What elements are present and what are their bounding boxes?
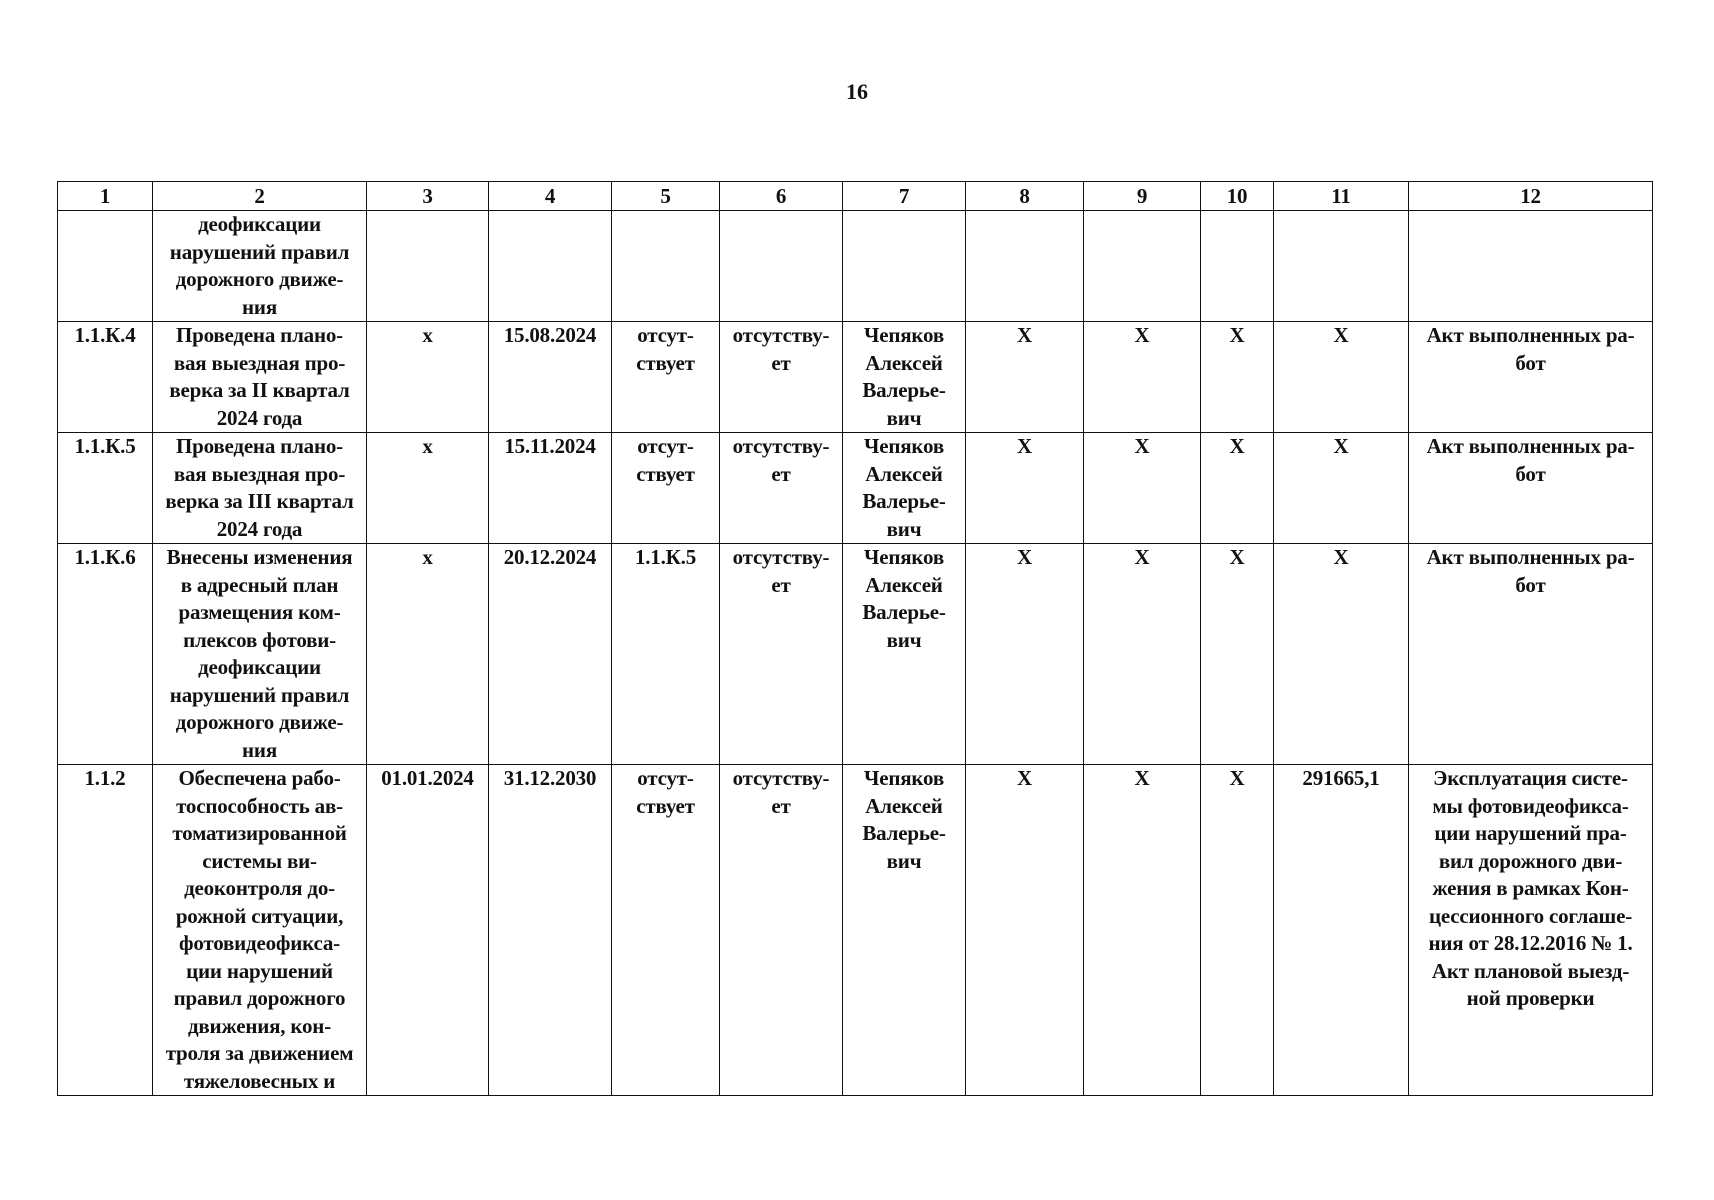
- cell-col-11: 291665,1: [1274, 765, 1409, 1096]
- table-row: [58, 322, 1653, 433]
- cell-col-2: Проведена плано- вая выездная про- верка за III квартал 2024 года: [153, 433, 367, 544]
- table-row: [58, 765, 1653, 1096]
- cell-col-9: X: [1084, 433, 1201, 544]
- cell-col-3: [367, 211, 489, 322]
- cell-col-8: X: [966, 322, 1084, 433]
- cell-col-3: x: [367, 433, 489, 544]
- cell-col-4: [489, 211, 612, 322]
- cell-col-7: Чепяков Алексей Валерье- вич: [843, 322, 966, 433]
- cell-col-9: X: [1084, 322, 1201, 433]
- cell-col-4: 15.11.2024: [489, 433, 612, 544]
- cell-col-11: [1274, 211, 1409, 322]
- cell-col-8: X: [966, 544, 1084, 765]
- cell-col-11: X: [1274, 322, 1409, 433]
- cell-col-7: [843, 211, 966, 322]
- cell-col-6: отсутству- ет: [720, 765, 843, 1096]
- cell-col-10: X: [1201, 433, 1274, 544]
- column-number-1: 1: [58, 182, 153, 211]
- cell-col-3: x: [367, 544, 489, 765]
- cell-col-2: Проведена плано- вая выездная про- верка за II квартал 2024 года: [153, 322, 367, 433]
- column-number-6: 6: [720, 182, 843, 211]
- page-number: 16: [846, 79, 868, 104]
- cell-col-10: X: [1201, 544, 1274, 765]
- cell-col-10: X: [1201, 765, 1274, 1096]
- cell-col-3: x: [367, 322, 489, 433]
- column-number-10: 10: [1201, 182, 1274, 211]
- cell-col-12: Акт выполненных ра- бот: [1409, 433, 1653, 544]
- column-number-2: 2: [153, 182, 367, 211]
- cell-col-4: 31.12.2030: [489, 765, 612, 1096]
- cell-col-5: 1.1.К.5: [612, 544, 720, 765]
- cell-col-11: X: [1274, 433, 1409, 544]
- cell-col-6: [720, 211, 843, 322]
- cell-col-2: деофиксации нарушений правил дорожного движе- ния: [153, 211, 367, 322]
- cell-col-2: Внесены изменения в адресный план размещения ком- плексов фотови- деофиксации нарушений правил дорожного движе- ния: [153, 544, 367, 765]
- cell-col-2: Обеспечена рабо- тоспособность ав- томатизированной системы ви- деоконтроля до- рожной ситуации, фотовидеофикса- ции нарушений правил дорожного движения, кон- троля за движением тяжеловесных и: [153, 765, 367, 1096]
- header-row: [58, 182, 1653, 211]
- column-number-12: 12: [1409, 182, 1653, 211]
- cell-col-11: X: [1274, 544, 1409, 765]
- document-table: [57, 181, 1653, 1096]
- cell-col-6: отсутству- ет: [720, 322, 843, 433]
- column-number-11: 11: [1274, 182, 1409, 211]
- cell-col-12: Акт выполненных ра- бот: [1409, 322, 1653, 433]
- cell-col-6: отсутству- ет: [720, 544, 843, 765]
- column-number-3: 3: [367, 182, 489, 211]
- cell-col-1: [58, 211, 153, 322]
- cell-col-8: X: [966, 433, 1084, 544]
- table-row: [58, 433, 1653, 544]
- cell-col-12: Эксплуатация систе- мы фотовидеофикса- ции нарушений пра- вил дорожного дви- жения в рамках Кон- цессионного соглаше- ния от 28.12.2016 № 1. Акт плановой выезд- ной проверки: [1409, 765, 1653, 1096]
- cell-col-8: [966, 211, 1084, 322]
- column-number-4: 4: [489, 182, 612, 211]
- cell-col-1: 1.1.2: [58, 765, 153, 1096]
- cell-col-4: 15.08.2024: [489, 322, 612, 433]
- cell-col-7: Чепяков Алексей Валерье- вич: [843, 433, 966, 544]
- cell-col-5: отсут- ствует: [612, 765, 720, 1096]
- cell-col-10: X: [1201, 322, 1274, 433]
- cell-col-7: Чепяков Алексей Валерье- вич: [843, 765, 966, 1096]
- cell-col-5: [612, 211, 720, 322]
- cell-col-12: [1409, 211, 1653, 322]
- cell-col-9: X: [1084, 765, 1201, 1096]
- column-number-7: 7: [843, 182, 966, 211]
- cell-col-12: Акт выполненных ра- бот: [1409, 544, 1653, 765]
- cell-col-5: отсут- ствует: [612, 433, 720, 544]
- cell-col-4: 20.12.2024: [489, 544, 612, 765]
- cell-col-3: 01.01.2024: [367, 765, 489, 1096]
- cell-col-1: 1.1.К.6: [58, 544, 153, 765]
- cell-col-1: 1.1.К.4: [58, 322, 153, 433]
- column-number-5: 5: [612, 182, 720, 211]
- cell-col-5: отсут- ствует: [612, 322, 720, 433]
- column-number-9: 9: [1084, 182, 1201, 211]
- table-row: [58, 544, 1653, 765]
- cell-col-9: [1084, 211, 1201, 322]
- cell-col-6: отсутству- ет: [720, 433, 843, 544]
- cell-col-8: X: [966, 765, 1084, 1096]
- column-number-8: 8: [966, 182, 1084, 211]
- cell-col-10: [1201, 211, 1274, 322]
- cell-col-9: X: [1084, 544, 1201, 765]
- table-row-continuation: [58, 211, 1653, 322]
- cell-col-1: 1.1.К.5: [58, 433, 153, 544]
- cell-col-7: Чепяков Алексей Валерье- вич: [843, 544, 966, 765]
